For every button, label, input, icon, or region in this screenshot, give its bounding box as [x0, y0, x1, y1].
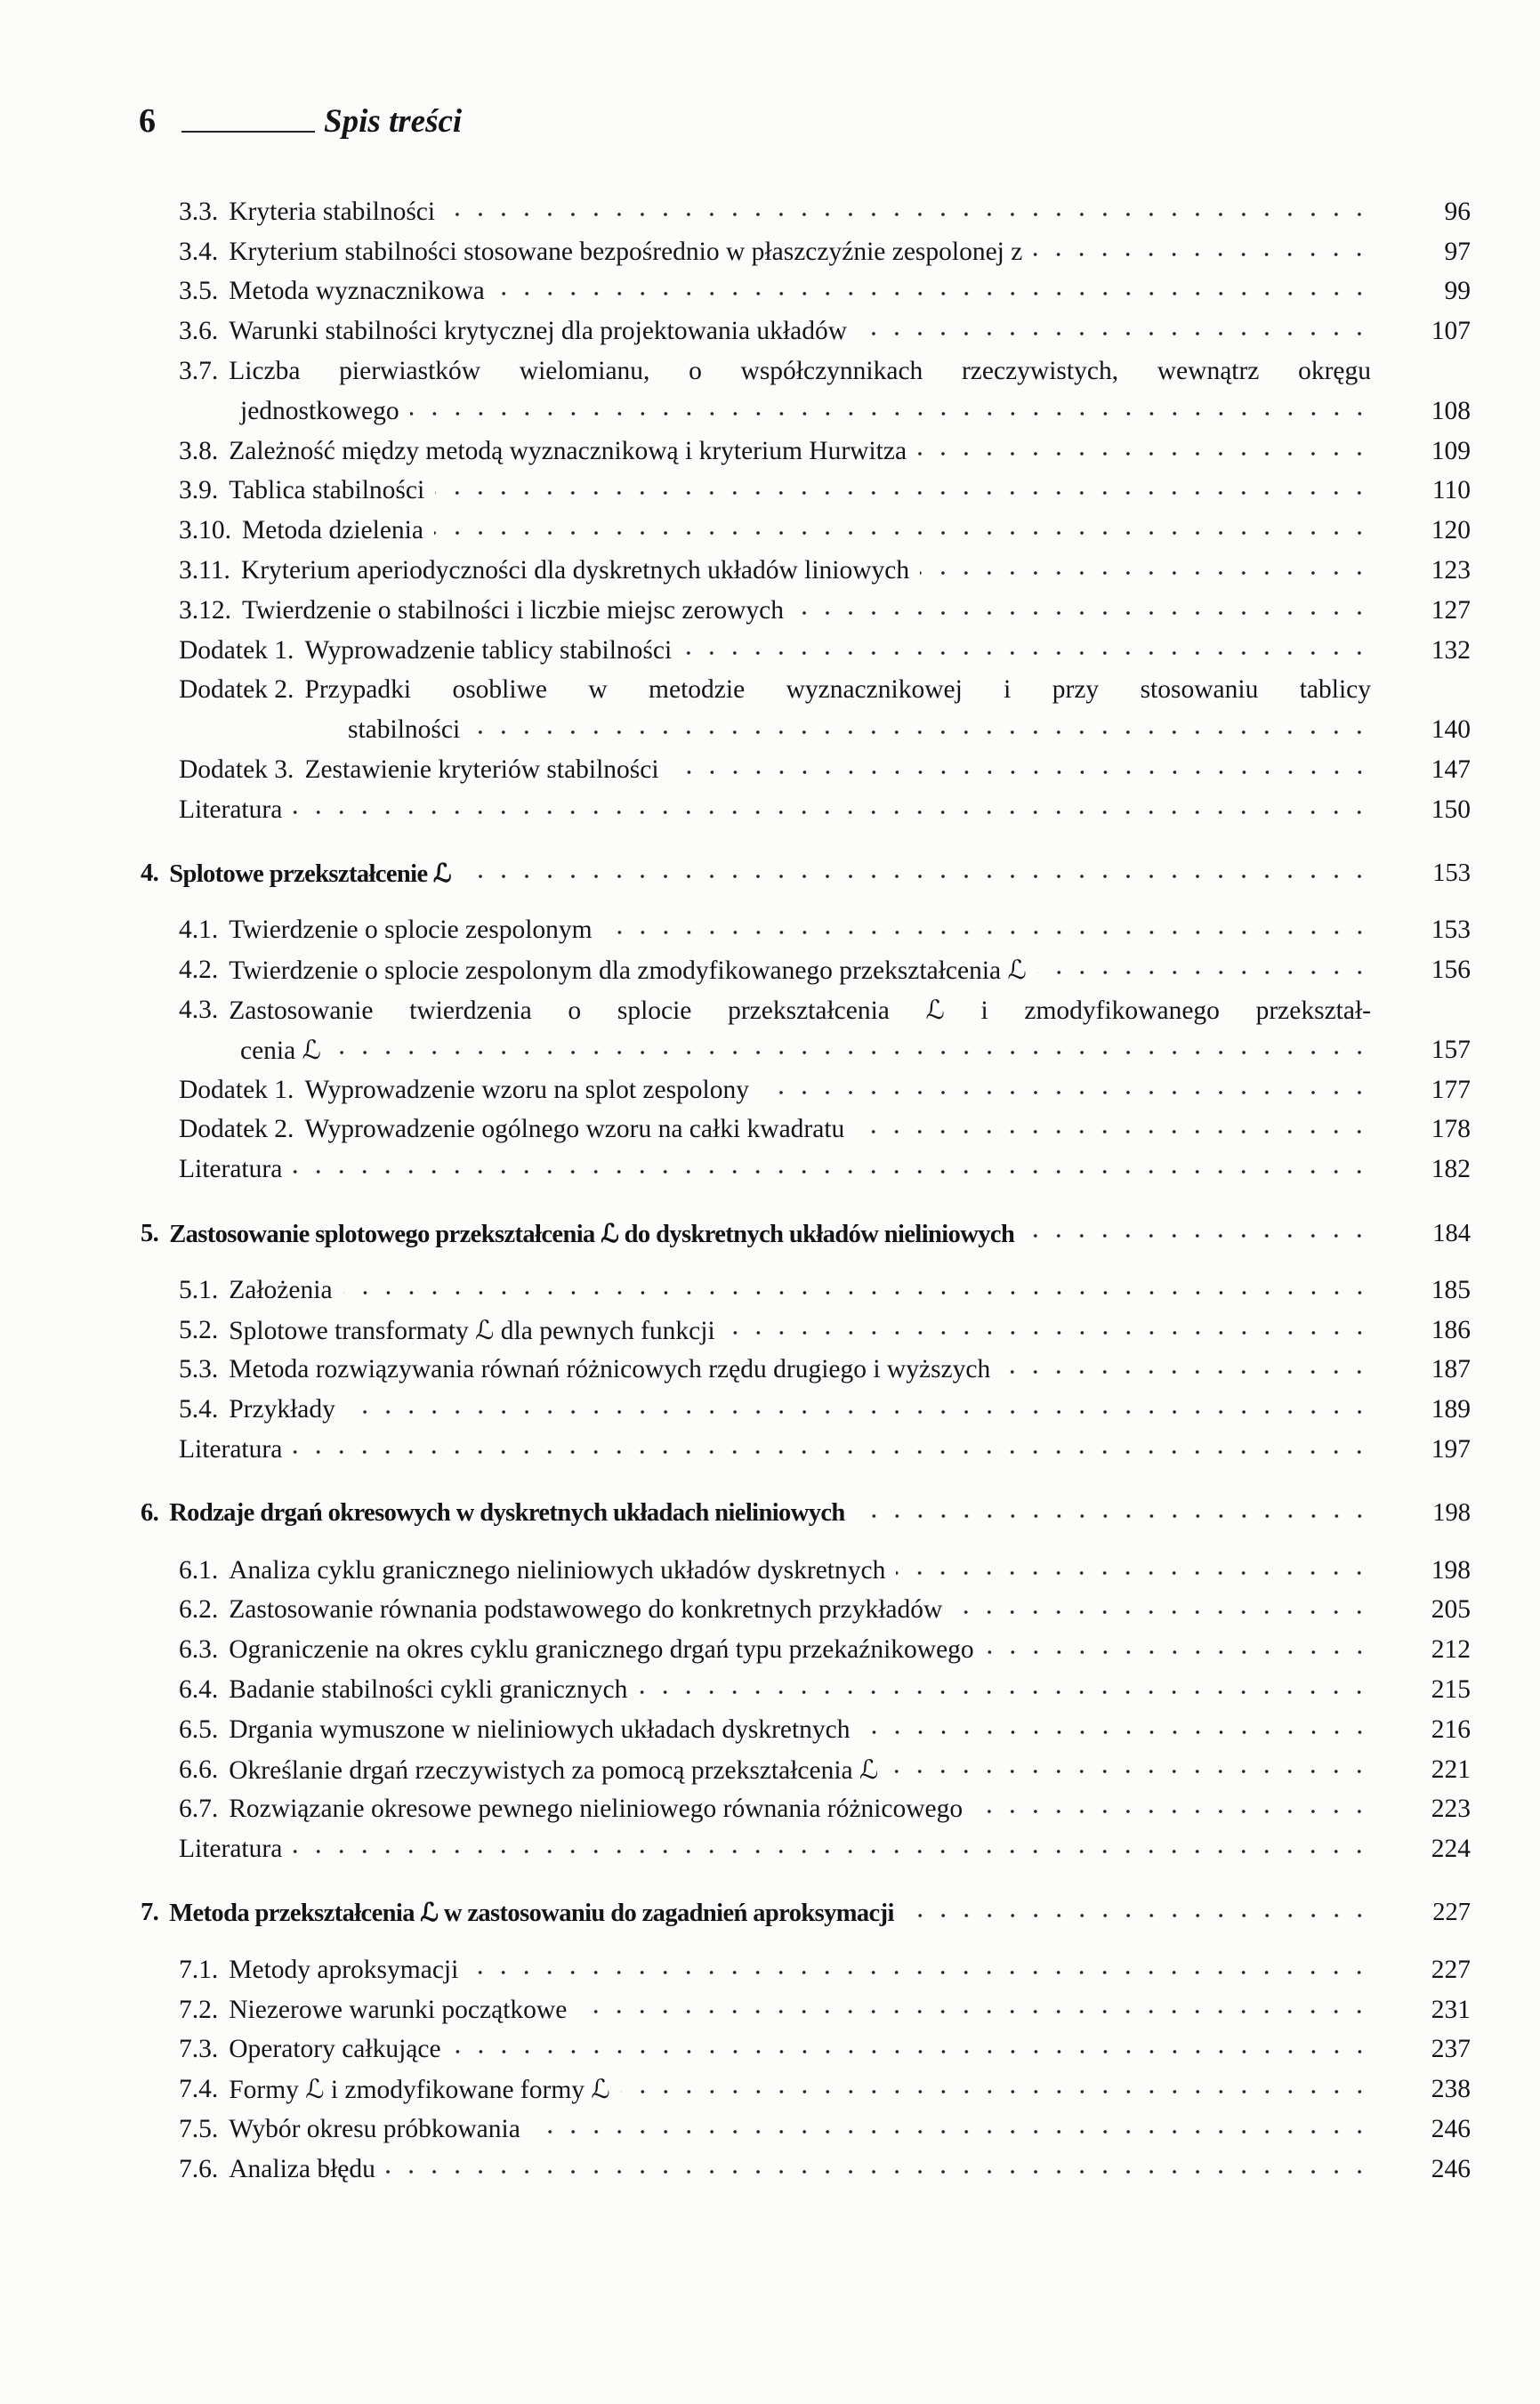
entry-title: Literatura: [179, 1155, 283, 1184]
page-header: [139, 96, 462, 141]
toc-entry[interactable]: [141, 671, 1471, 711]
toc-entry[interactable]: [141, 472, 1471, 512]
entry-page: 224: [1431, 1835, 1471, 1864]
toc-entry[interactable]: [141, 750, 1471, 790]
entry-title: Kryteria stabilności: [229, 197, 436, 226]
entry-page: 108: [1431, 396, 1471, 425]
dot-leader: [435, 484, 1371, 502]
toc-entry-continuation: [141, 710, 1471, 750]
toc-entry[interactable]: [141, 1551, 1471, 1591]
entry-page: 156: [1431, 956, 1471, 985]
entry-page: 182: [1431, 1155, 1471, 1184]
entry-number: 5.: [141, 1219, 159, 1247]
dot-leader: [293, 1443, 1371, 1461]
entry-number: 6.4.: [179, 1674, 219, 1704]
entry-number: Dodatek 2.: [179, 1115, 294, 1144]
entry-number: 5.4.: [179, 1395, 219, 1424]
toc-entry[interactable]: [141, 1070, 1471, 1110]
entry-number: 3.6.: [179, 317, 219, 346]
page-number: 6: [139, 102, 156, 140]
entry-title: Wybór okresu próbkowania: [229, 2114, 520, 2143]
dot-leader: [452, 2043, 1371, 2061]
entry-page: 157: [1431, 1035, 1471, 1064]
dot-leader: [682, 644, 1371, 662]
entry-title: Splotowe przekształcenie ℒ: [169, 860, 451, 889]
toc-entry[interactable]: [141, 1630, 1471, 1670]
toc-entry[interactable]: [141, 1829, 1471, 1869]
toc-entry[interactable]: [141, 311, 1471, 351]
entry-title: Twierdzenie o splocie zespolonym: [229, 916, 593, 945]
entry-page: 197: [1431, 1435, 1471, 1464]
dot-leader: [670, 763, 1371, 781]
entry-title: Niezerowe warunki początkowe: [229, 1995, 568, 2024]
dot-leader: [462, 867, 1371, 885]
entry-number: 7.: [141, 1899, 159, 1927]
entry-number: 6.1.: [179, 1555, 219, 1585]
toc-entry[interactable]: [141, 990, 1471, 1030]
entry-title: Wyprowadzenie ogólnego wzoru na całki kwadratu: [304, 1115, 845, 1144]
toc-entry[interactable]: [141, 511, 1471, 551]
entry-page: 184: [1432, 1219, 1471, 1247]
entry-title: Metody aproksymacji: [229, 1955, 459, 1984]
entry-number: 4.: [141, 859, 159, 888]
entry-title: Operatory całkujące: [229, 2035, 441, 2064]
entry-number: 3.4.: [179, 237, 219, 266]
entry-page: 223: [1431, 1795, 1471, 1824]
entry-number: 3.10.: [179, 516, 231, 545]
dot-leader: [469, 1964, 1371, 1981]
entry-page: 140: [1431, 715, 1471, 745]
entry-number: 6.7.: [179, 1795, 219, 1824]
toc-entry[interactable]: [141, 232, 1471, 272]
dot-leader: [889, 1763, 1371, 1780]
entry-page: 110: [1431, 476, 1471, 505]
toc-entry[interactable]: [141, 790, 1471, 830]
entry-page: 187: [1431, 1355, 1471, 1384]
entry-title: Wyprowadzenie tablicy stabilności: [304, 635, 673, 665]
entry-number: Dodatek 2.: [179, 675, 294, 705]
entry-number: 5.3.: [179, 1355, 219, 1384]
entry-title: Określanie drgań rzeczywistych za pomocą przekształcenia ℒ: [229, 1755, 879, 1785]
entry-title: Drgania wymuszone w nieliniowych układach dyskretnych: [229, 1714, 851, 1744]
entry-title: Twierdzenie o stabilności i liczbie miejsc zerowych: [242, 595, 785, 625]
entry-title: Metoda wyznacznikowa: [229, 277, 485, 306]
toc-entry[interactable]: [141, 591, 1471, 631]
dot-leader: [855, 1123, 1371, 1141]
entry-title: Rodzaje drgań okresowych w dyskretnych układach nieliniowych: [169, 1499, 845, 1528]
entry-title: Przykłady: [229, 1395, 335, 1424]
entry-page: 97: [1444, 237, 1471, 266]
entry-number: 7.1.: [179, 1955, 219, 1984]
dot-leader: [953, 1603, 1371, 1621]
entry-title-continuation: cenia ℒ: [240, 1036, 321, 1065]
entry-number: 3.8.: [179, 436, 219, 465]
entry-number: 7.5.: [179, 2114, 219, 2143]
entry-title: Ograniczenie na okres cyklu granicznego drgań typu przekaźnikowego: [229, 1635, 974, 1665]
entry-number: 6.2.: [179, 1595, 219, 1625]
chapter-heading[interactable]: [141, 1893, 1471, 1933]
toc-entry[interactable]: [141, 351, 1471, 391]
entry-number: 7.2.: [179, 1995, 219, 2024]
toc-entry[interactable]: [141, 2029, 1471, 2069]
entry-page: 198: [1432, 1499, 1471, 1528]
entry-page: 127: [1431, 595, 1471, 625]
entry-number: 7.4.: [179, 2075, 219, 2104]
entry-page: 246: [1431, 2154, 1471, 2183]
entry-title: Rozwiązanie okresowe pewnego nieliniowego równania różnicowego: [229, 1795, 964, 1824]
entry-page: 147: [1431, 755, 1471, 785]
entry-title: Formy ℒ i zmodyfikowane formy ℒ: [229, 2076, 610, 2105]
entry-number: 5.1.: [179, 1275, 219, 1304]
entry-page: 177: [1431, 1075, 1471, 1104]
dot-leader: [621, 2083, 1371, 2101]
entry-title: Przypadki osobliwe w metodzie wyznacznikowej i przy stosowaniu tablicy: [304, 675, 1371, 705]
entry-title: Metoda dzielenia: [242, 516, 423, 545]
dot-leader: [410, 405, 1371, 423]
entry-title: Zastosowanie twierdzenia o splocie przekształcenia ℒ i zmodyfikowanego przekształ-: [229, 996, 1371, 1026]
toc-entry-continuation: [141, 391, 1471, 432]
dot-leader: [293, 1843, 1371, 1860]
dot-leader: [760, 1084, 1371, 1101]
dot-leader: [920, 564, 1371, 582]
entry-page: 96: [1444, 197, 1471, 226]
toc-entry[interactable]: [141, 1789, 1471, 1829]
entry-title: Tablica stabilności: [229, 476, 425, 505]
dot-leader: [386, 2163, 1371, 2181]
entry-title: Liczba pierwiastków wielomianu, o współczynnikach rzeczywistych, wewnątrz okręgu: [229, 357, 1371, 386]
toc-entry[interactable]: [141, 631, 1471, 671]
dot-leader: [1037, 964, 1371, 981]
entry-title: Twierdzenie o splocie zespolonym dla zmodyfikowanego przekształcenia ℒ: [229, 956, 1027, 986]
dot-leader: [856, 1507, 1371, 1525]
entry-page: 132: [1431, 635, 1471, 665]
entry-number: 3.3.: [179, 197, 219, 226]
toc-entry[interactable]: [141, 1311, 1471, 1351]
entry-page: 221: [1431, 1755, 1471, 1784]
dot-leader: [577, 2003, 1371, 2021]
entry-title: Kryterium stabilności stosowane bezpośrednio w płaszczyźnie zespolonej z: [229, 237, 1023, 266]
entry-title: Zastosowanie równania podstawowego do konkretnych przykładów: [229, 1595, 943, 1625]
entry-page: 153: [1432, 859, 1471, 888]
toc-entry[interactable]: [141, 1670, 1471, 1710]
entry-number: 4.1.: [179, 916, 219, 945]
entry-number: Dodatek 1.: [179, 1075, 294, 1104]
dot-leader: [858, 325, 1371, 343]
entry-page: 246: [1431, 2114, 1471, 2143]
entry-page: 186: [1431, 1315, 1471, 1344]
toc-entry[interactable]: [141, 432, 1471, 472]
dot-leader: [496, 285, 1371, 303]
entry-title: Założenia: [229, 1275, 333, 1304]
entry-number: 3.5.: [179, 277, 219, 306]
entry-title: Literatura: [179, 1435, 283, 1464]
toc-entry[interactable]: [141, 1591, 1471, 1631]
table-of-contents: [141, 192, 1471, 2190]
entry-page: 185: [1431, 1275, 1471, 1304]
toc-entry[interactable]: [141, 1150, 1471, 1190]
dot-leader: [446, 206, 1371, 223]
dot-leader: [332, 1044, 1371, 1061]
dot-leader: [346, 1403, 1371, 1421]
entry-title-continuation: jednostkowego: [240, 396, 399, 425]
entry-page: 216: [1431, 1714, 1471, 1744]
entry-number: 4.3.: [179, 996, 219, 1025]
entry-title: Analiza cyklu granicznego nieliniowych układów dyskretnych: [229, 1555, 886, 1585]
dot-leader: [603, 924, 1371, 941]
dot-leader: [794, 604, 1371, 622]
entry-page: 231: [1431, 1995, 1471, 2024]
dot-leader: [1025, 1227, 1371, 1245]
toc-entry[interactable]: [141, 192, 1471, 232]
entry-page: 153: [1431, 916, 1471, 945]
entry-number: 3.12.: [179, 595, 231, 625]
entry-page: 107: [1431, 317, 1471, 346]
toc-entry-continuation: [141, 1030, 1471, 1070]
dot-leader: [293, 803, 1371, 821]
entry-number: 3.11.: [179, 556, 230, 585]
entry-title: Zastosowanie splotowego przekształcenia ℒ do dyskretnych układów nieliniowych: [169, 1220, 1015, 1248]
toc-entry[interactable]: [141, 950, 1471, 990]
dot-leader: [434, 524, 1371, 542]
dot-leader: [726, 1324, 1371, 1342]
toc-entry[interactable]: [141, 911, 1471, 951]
page-title: Spis treści: [324, 103, 463, 140]
entry-page: 150: [1431, 795, 1471, 824]
toc-entry[interactable]: [141, 272, 1471, 312]
dot-leader: [905, 1907, 1371, 1924]
entry-number: 7.6.: [179, 2154, 219, 2183]
dot-leader: [531, 2123, 1371, 2141]
entry-number: 5.2.: [179, 1315, 219, 1344]
entry-title: Splotowe transformaty ℒ dla pewnych funkcji: [229, 1316, 715, 1345]
header-rule: [181, 131, 315, 133]
dot-leader: [896, 1564, 1371, 1582]
toc-entry[interactable]: [141, 1430, 1471, 1470]
entry-title: Warunki stabilności krytycznej dla projektowania układów: [229, 317, 848, 346]
dot-leader: [1001, 1363, 1371, 1381]
toc-entry[interactable]: [141, 551, 1471, 591]
entry-page: 123: [1431, 556, 1471, 585]
entry-page: 99: [1444, 277, 1471, 306]
toc-entry[interactable]: [141, 1710, 1471, 1750]
entry-number: 4.2.: [179, 956, 219, 985]
entry-title: Zależność między metodą wyznacznikową i kryterium Hurwitza: [229, 436, 907, 465]
entry-number: 6.5.: [179, 1714, 219, 1744]
chapter-heading[interactable]: [141, 854, 1471, 894]
entry-title: Badanie stabilności cykli granicznych: [229, 1674, 628, 1704]
entry-page: 198: [1431, 1555, 1471, 1585]
entry-page: 227: [1432, 1899, 1471, 1927]
toc-entry[interactable]: [141, 1950, 1471, 1990]
entry-page: 120: [1431, 516, 1471, 545]
dot-leader: [861, 1723, 1371, 1741]
dot-leader: [293, 1163, 1371, 1181]
chapter-heading[interactable]: [141, 1494, 1471, 1534]
entry-number: 6.: [141, 1499, 159, 1528]
entry-number: 7.3.: [179, 2035, 219, 2064]
toc-entry[interactable]: [141, 2150, 1471, 2190]
chapter-heading[interactable]: [141, 1214, 1471, 1254]
entry-title: Kryterium aperiodyczności dla dyskretnych układów liniowych: [240, 556, 910, 585]
entry-number: Dodatek 3.: [179, 755, 294, 785]
entry-page: 109: [1431, 436, 1471, 465]
entry-page: 215: [1431, 1674, 1471, 1704]
entry-title: Literatura: [179, 795, 283, 824]
entry-title-continuation: stabilności: [348, 715, 461, 745]
toc-entry[interactable]: [141, 1750, 1471, 1790]
dot-leader: [917, 445, 1371, 463]
entry-page: 205: [1431, 1595, 1471, 1625]
entry-page: 237: [1431, 2035, 1471, 2064]
toc-entry[interactable]: [141, 1990, 1471, 2030]
entry-number: 3.7.: [179, 357, 219, 386]
toc-entry[interactable]: [141, 1390, 1471, 1430]
dot-leader: [985, 1643, 1371, 1661]
toc-entry[interactable]: [141, 2110, 1471, 2150]
entry-number: 3.9.: [179, 476, 219, 505]
dot-leader: [343, 1284, 1371, 1302]
entry-page: 212: [1431, 1635, 1471, 1665]
entry-number: Dodatek 1.: [179, 635, 294, 665]
entry-title: Analiza błędu: [229, 2154, 375, 2183]
entry-page: 238: [1431, 2075, 1471, 2104]
toc-entry[interactable]: [141, 1351, 1471, 1391]
entry-number: 6.6.: [179, 1755, 219, 1784]
entry-title: Metoda przekształcenia ℒ w zastosowaniu do zagadnień aproksymacji: [169, 1900, 894, 1928]
dot-leader: [1033, 246, 1371, 263]
entry-page: 227: [1431, 1955, 1471, 1984]
entry-title: Literatura: [179, 1835, 283, 1864]
entry-title: Zestawienie kryteriów stabilności: [304, 755, 659, 785]
dot-leader: [471, 723, 1371, 741]
dot-leader: [638, 1683, 1371, 1701]
entry-title: Metoda rozwiązywania równań różnicowych rzędu drugiego i wyższych: [229, 1355, 991, 1384]
entry-number: 6.3.: [179, 1635, 219, 1665]
entry-title: Wyprowadzenie wzoru na splot zespolony: [304, 1075, 750, 1104]
toc-entry[interactable]: [141, 2069, 1471, 2110]
toc-entry[interactable]: [141, 1271, 1471, 1311]
toc-entry[interactable]: [141, 1110, 1471, 1150]
dot-leader: [973, 1803, 1371, 1820]
entry-page: 178: [1431, 1115, 1471, 1144]
entry-page: 189: [1431, 1395, 1471, 1424]
